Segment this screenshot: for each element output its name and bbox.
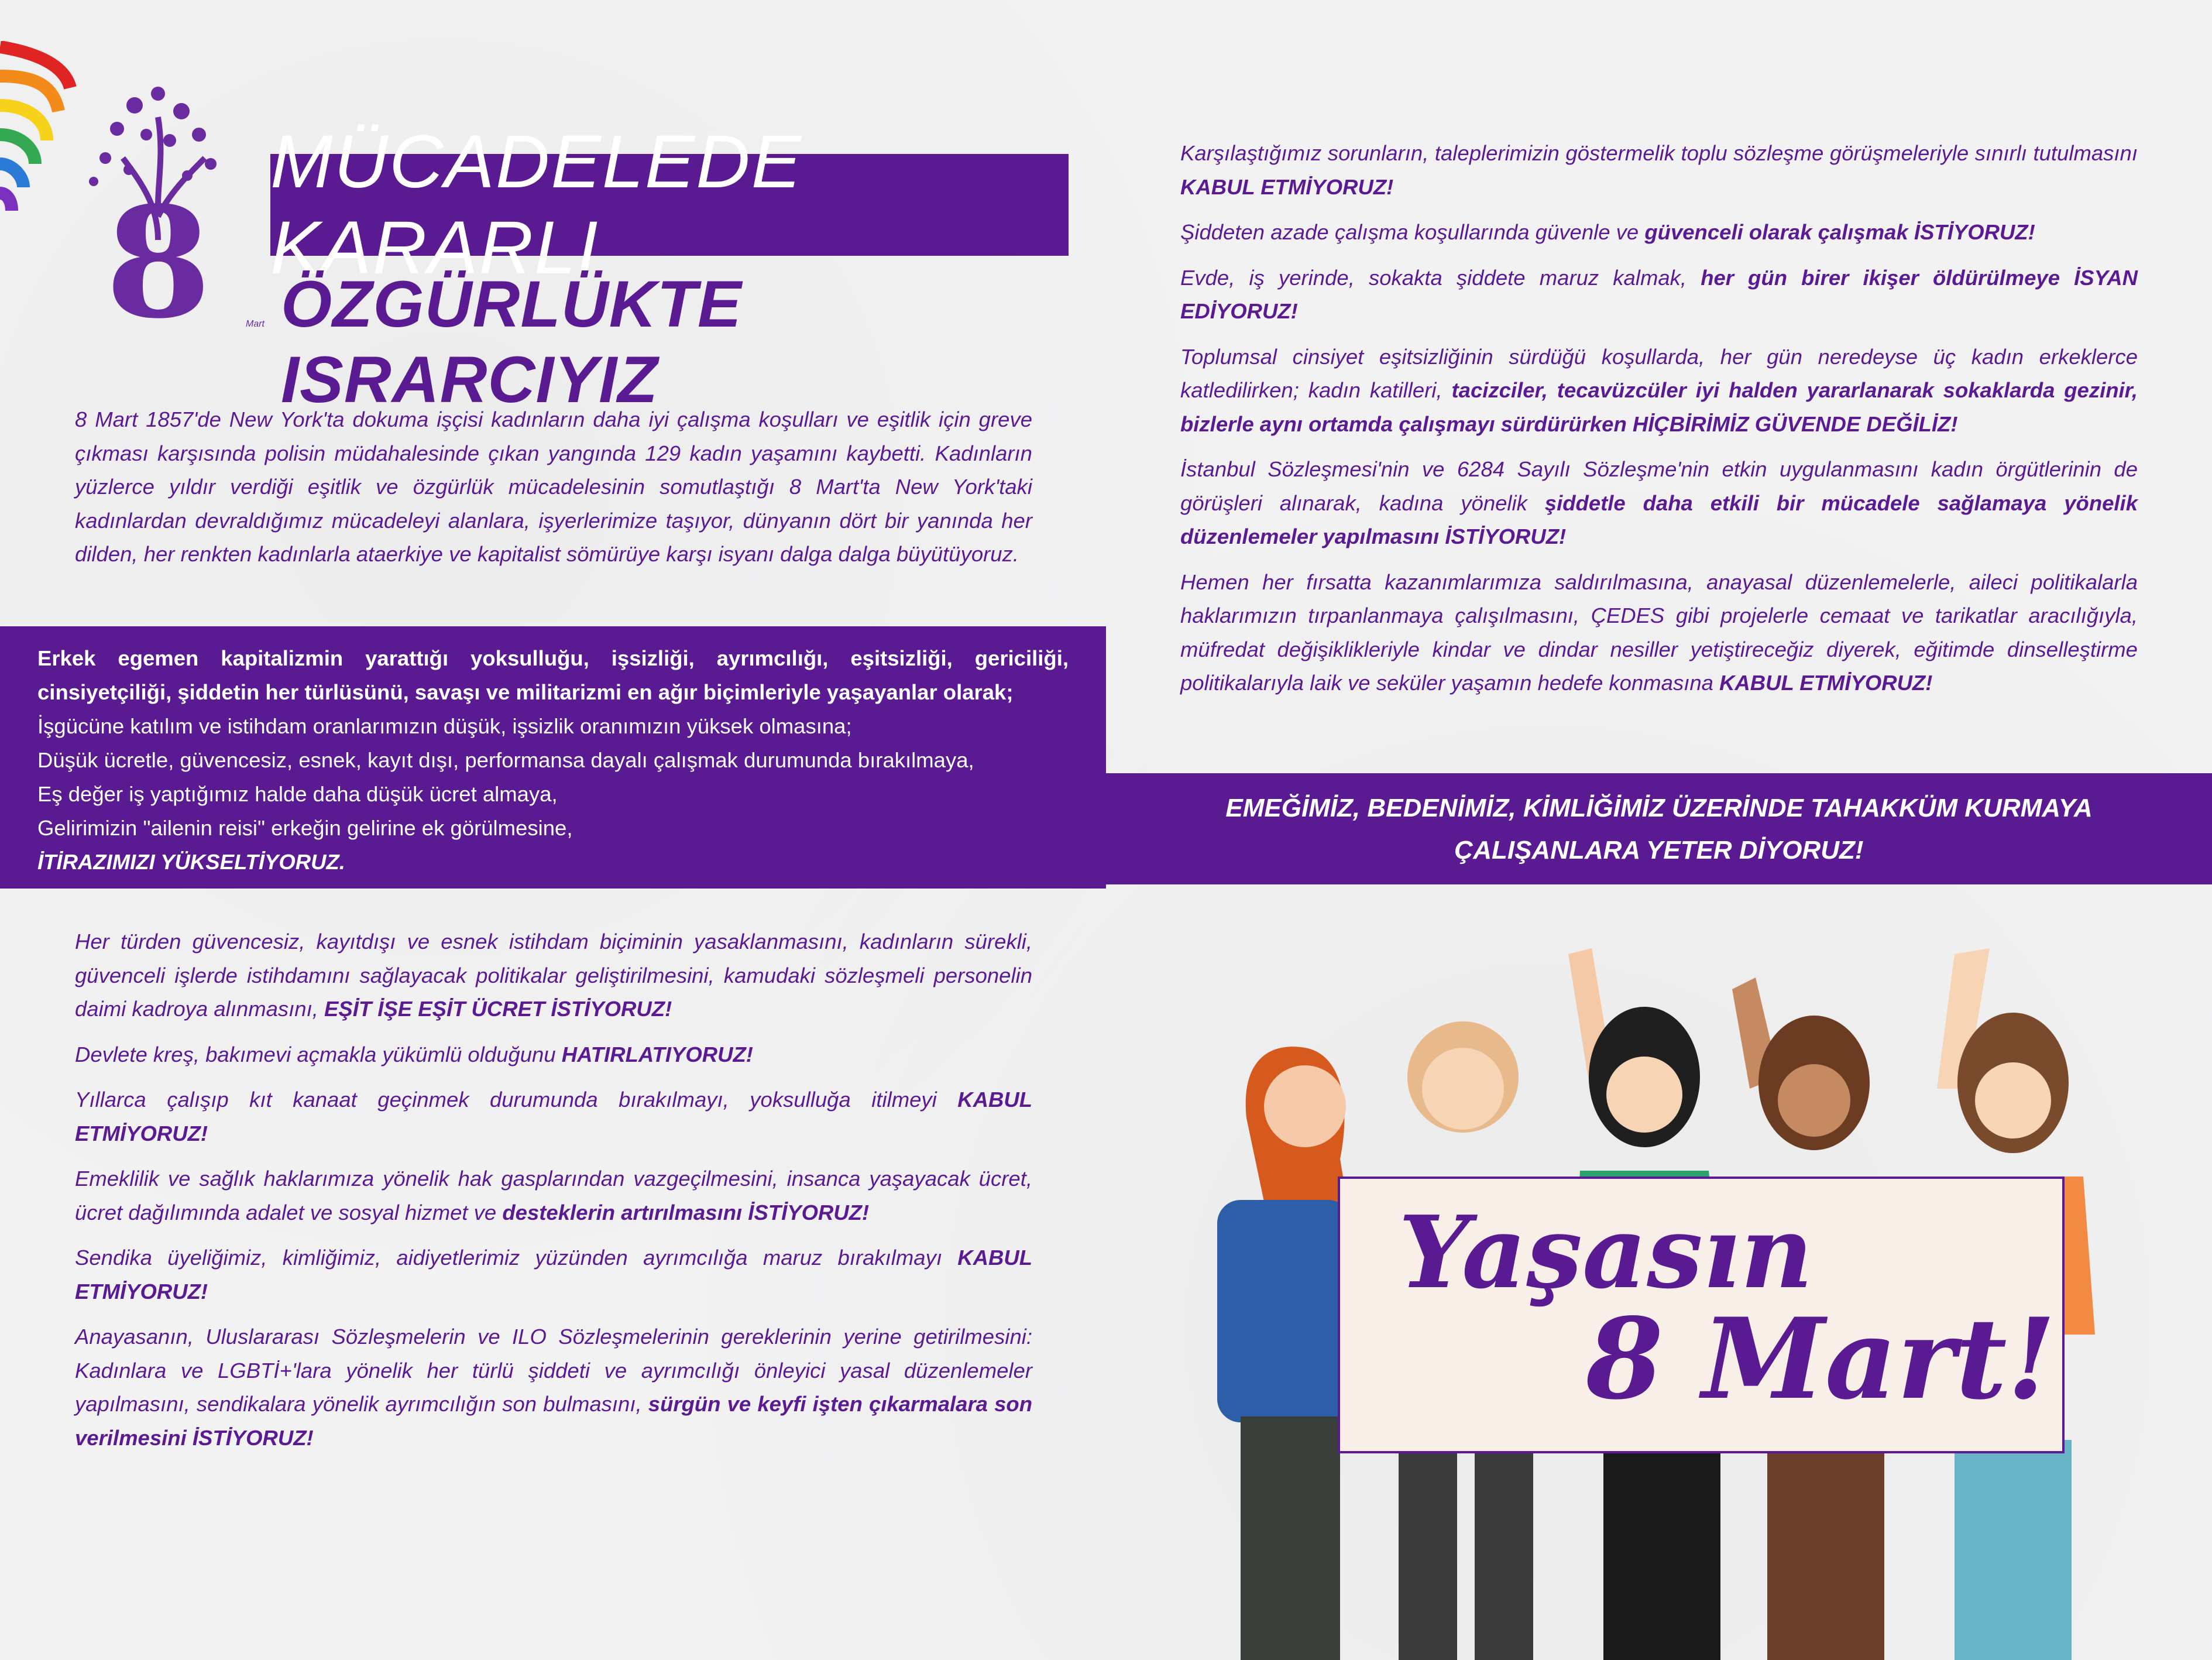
demand-emphasis: şiddetle daha etkili bir mücadele sağlamaya yönelik düzenlemeler yapılmasını İSTİYORUZ! (1180, 491, 2138, 548)
logo-tree-icon (47, 64, 263, 363)
demand-emphasis: KABUL ETMİYORUZ! (1719, 671, 1933, 695)
demand-paragraph (1180, 136, 2138, 204)
demand-text: Sendika üyeliğimiz, kimliğimiz, aidiyetlerimiz yüzünden ayrımcılığa maruz bırakılmayı (75, 1246, 958, 1270)
demand-text: Şiddeten azade çalışma koşullarında güvenle ve (1180, 220, 1645, 244)
slogan-line2 (1106, 829, 2212, 872)
band-left-intro: Erkek egemen kapitalizmin yarattığı yoksulluğu, işsizliği, ayrımcılığı, eşitsizliği, gericiliği, cinsiyetçiliği, şiddetin her türlüsünü, savaşı ve militarizmi en ağır biçimleriyle yaşayanlar olarak; (37, 646, 1069, 704)
demand-text: Anayasanın, Uluslararası Sözleşmelerin ve ILO Sözleşmelerinin gereklerinin yerine getirilmesini: Kadınlara ve LGBTİ+'lara yönelik her türlü şiddeti ve ayrımcılığı önleyici yasal düzenlemeler yapılmasını, sendikalara yönelik ayrımcılığın son bulmasını, (75, 1325, 1032, 1416)
demand-paragraph (75, 1162, 1032, 1229)
band-left-line: Gelirimizin "ailenin reisi" erkeğin gelirine ek görülmesine, (37, 816, 573, 840)
sign-line1: Yaşasın (1399, 1194, 1813, 1311)
demand-emphasis: tacizciler, tecavüzcüler iyi halden yararlanarak sokaklarda gezinir, bizlerle aynı ortamda çalışmayı sürdürürken HİÇBİRİMİZ GÜVENDE DEĞİLİZ! (1180, 378, 2138, 436)
slogan-line2-emphasis: YETER DİYORUZ! (1646, 836, 1864, 865)
right-demands-list (1180, 136, 2138, 700)
demand-paragraph (75, 1320, 1032, 1455)
demand-emphasis: desteklerin artırılmasını İSTİYORUZ! (502, 1200, 870, 1225)
demand-paragraph (75, 1241, 1032, 1308)
demand-emphasis: KABUL ETMİYORUZ! (75, 1246, 1032, 1304)
demand-paragraph (1180, 261, 2138, 328)
demand-emphasis: güvenceli olarak çalışmak İSTİYORUZ! (1644, 220, 2035, 244)
demand-text: Devlete kreş, bakımevi açmakla yükümlü olduğunu (75, 1042, 562, 1066)
demand-text: Evde, iş yerinde, sokakta şiddete maruz kalmak, (1180, 265, 1701, 290)
demand-emphasis: KABUL ETMİYORUZ! (75, 1088, 1032, 1145)
demand-text: Karşılaştığımız sorunların, taleplerimizin göstermelik toplu sözleşme görüşmeleriyle sınırlı tutulmasını (1180, 141, 2138, 165)
demand-emphasis: KABUL ETMİYORUZ! (1180, 174, 1394, 199)
demand-paragraph (1180, 565, 2138, 700)
demand-text: Hemen her fırsatta kazanımlarımıza saldırılmasına, anayasal düzenlemelerle, aileci politikalarla haklarımızın tırpanlanmaya çalışılmasını, ÇEDES gibi projelerle cemaat ve tarikatlar aracılığıyla, müfredat değişiklikleriyle kindar ve dindar nesiller yetiştireceğiz diyerek, eğitimde dinselleştirme politikalarıyla laik ve seküler yaşamın hedefe konmasına (1180, 570, 2138, 695)
band-left-line: Düşük ücretle, güvencesiz, esnek, kayıt dışı, performansa dayalı çalışmak durumunda bırakılmaya, (37, 748, 974, 772)
demand-text: Toplumsal cinsiyet eşitsizliğinin sürdüğü koşullarda, her gün neredeyse üç kadın erkeklerce katledilirken; kadın katilleri, (1180, 344, 2138, 402)
subtitle: ÖZGÜRLÜKTE ISRARCIYIZ (281, 267, 742, 416)
slogan-line2-plain: ÇALIŞANLARA (1454, 836, 1646, 865)
slogan-band-right-text (1106, 787, 2212, 872)
left-demands-list (75, 925, 1032, 1455)
intro-paragraph: 8 Mart 1857'de New York'ta dokuma işçisi kadınların daha iyi çalışma koşulları ve eşitlik için greve çıkması karşısında polisin müdahalesinde çıkan yangında 129 kadın yaşamını kaybetti. Kadınların yüzlerce yıldır verdiği eşitlik ve özgürlük mücadelesinin somutlaştığı 8 Mart'ta New York'taki kadınlardan devraldığımız mücadeleyi alanlara, işyerlerimize taşıyor, dünyanın dört bir yanında her dilden, her renkten kadınlarla ataerkiye ve kapitalist sömürüye karşı isyanı dalga dalga büyütüyoruz. (75, 407, 1032, 566)
demand-paragraph (1180, 452, 2138, 554)
demand-paragraph (1180, 340, 2138, 441)
demands-band-left-text (37, 642, 1069, 879)
demand-emphasis: EŞİT İŞE EŞİT ÜCRET İSTİYORUZ! (324, 997, 672, 1021)
logo-caption: Mart (246, 319, 265, 329)
title-banner: MÜCADELEDE KARARLI (270, 154, 1069, 256)
band-left-closing: İTİRAZIMIZI YÜKSELTİYORUZ. (37, 850, 345, 874)
demand-paragraph (75, 925, 1032, 1026)
demand-paragraph (75, 1038, 1032, 1072)
demand-emphasis: HATIRLATIYORUZ! (561, 1042, 753, 1066)
sign-line2: 8 Mart! (1586, 1294, 2056, 1424)
band-left-line: İşgücüne katılım ve istihdam oranlarımızın düşük, işsizlik oranımızın yüksek olmasına; (37, 714, 852, 738)
band-left-line: Eş değer iş yaptığımız halde daha düşük ücret almaya, (37, 782, 558, 806)
demand-emphasis: sürgün ve keyfi işten çıkarmalara son verilmesini İSTİYORUZ! (75, 1392, 1032, 1450)
slogan-line1: EMEĞİMİZ, BEDENİMİZ, KİMLİĞİMİZ ÜZERİNDE TAHAKKÜM KURMAYA (1225, 794, 2093, 822)
demand-paragraph (75, 1083, 1032, 1150)
demand-paragraph (1180, 215, 2138, 249)
logo-eight: 8 (105, 174, 211, 352)
demand-text: Emeklilik ve sağlık haklarımıza yönelik hak gasplarından vazgeçilmesini, insanca yaşayacak ücret, ücret dağılımında adalet ve sosyal hizmet ve (75, 1167, 1032, 1225)
woman-1-figure (1217, 1047, 1352, 1660)
demand-text: Her türden güvencesiz, kayıtdışı ve esnek istihdam biçiminin yasaklanmasını, kadınların sürekli, güvenceli işlerde istihdamını sağlayacak politikalar geliştirilmesini, kamudaki sözleşmeli personelin daimi kadroya alınmasını, (75, 930, 1032, 1021)
demand-text: Yıllarca çalışıp kıt kanaat geçinmek durumunda bırakılmayı, yoksulluğa itilmeyi (75, 1088, 958, 1112)
demand-emphasis: her gün birer ikişer öldürülmeye İSYAN EDİYORUZ! (1180, 265, 2138, 323)
demand-text: İstanbul Sözleşmesi'nin ve 6284 Sayılı Sözleşme'nin etkin uygulanmasını kadın örgütlerinin de görüşleri alınarak, kadına yönelik (1180, 457, 2138, 515)
